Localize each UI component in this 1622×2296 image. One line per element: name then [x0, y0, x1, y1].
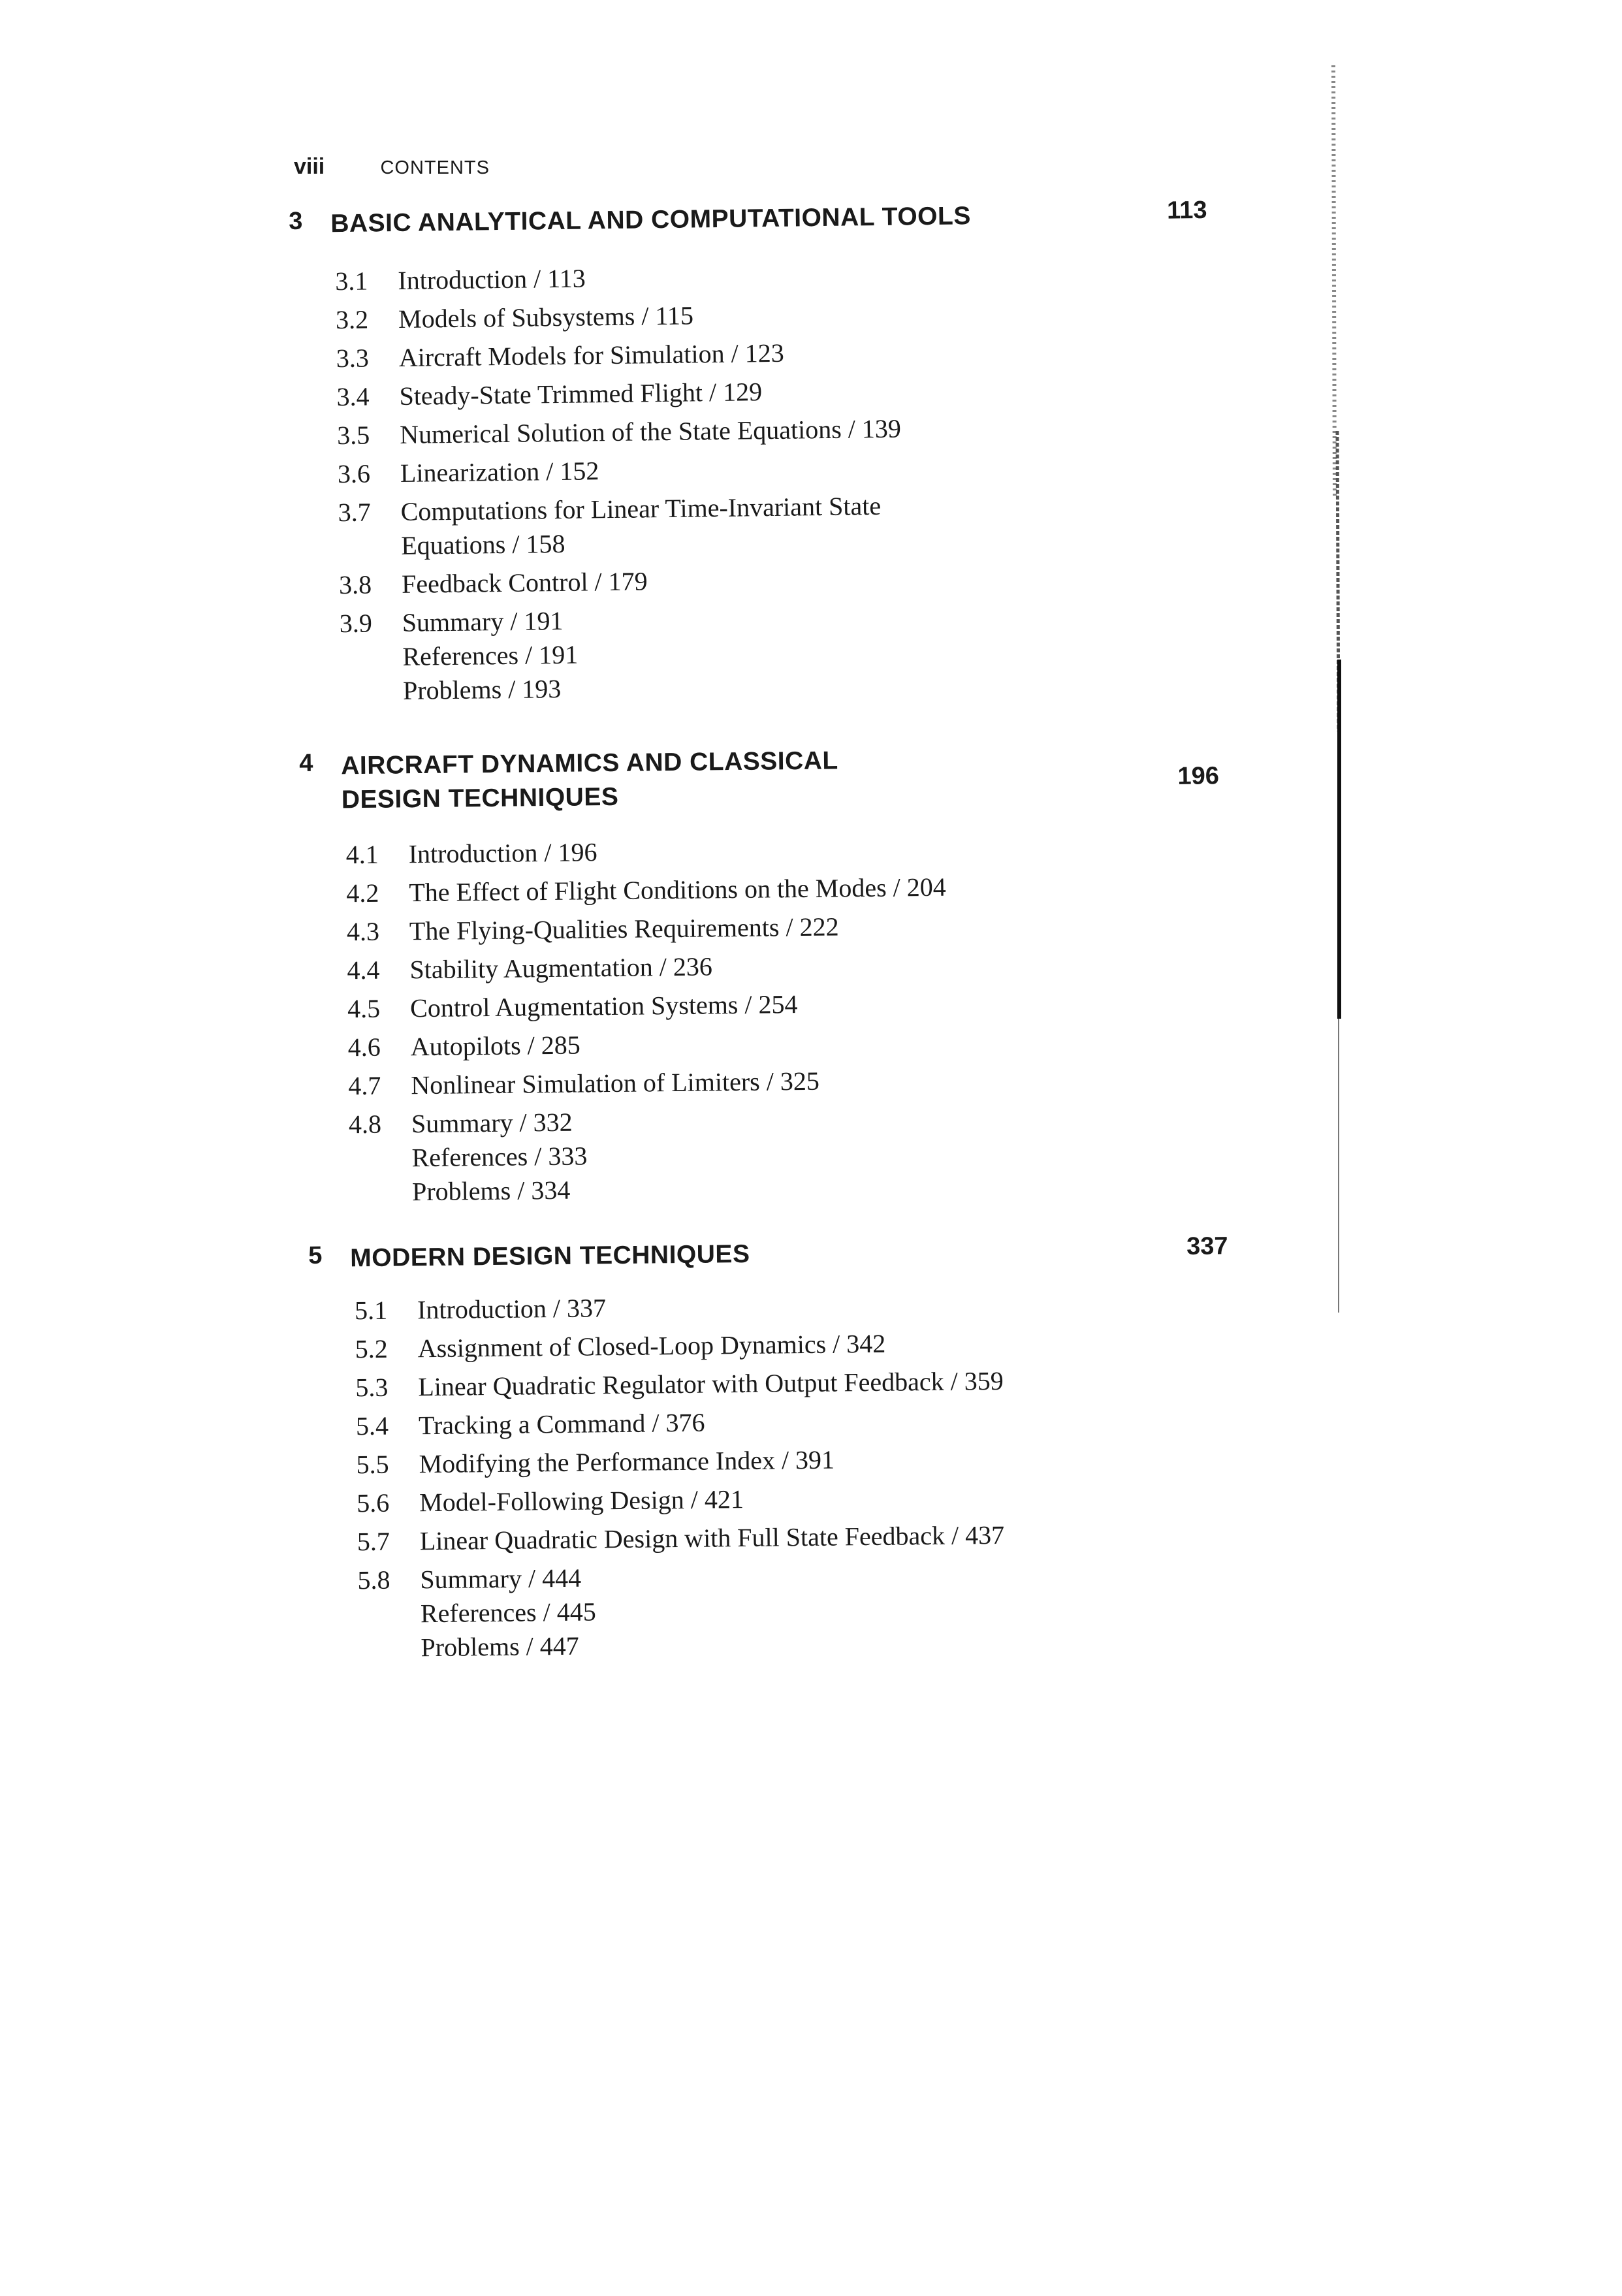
section-title: Control Augmentation Systems / 254 — [409, 989, 798, 1023]
chapter-number: 4 — [299, 749, 313, 777]
section-number: 3.8 — [338, 569, 372, 600]
references-entry: References / 191 — [402, 639, 579, 671]
chapter-number: 5 — [308, 1241, 323, 1269]
section-title: Models of Subsystems / 115 — [398, 300, 694, 334]
chapter-page: 196 — [1177, 762, 1220, 790]
section-number: 3.2 — [335, 304, 369, 335]
toc-entry — [357, 1480, 1005, 1520]
toc-entry — [347, 948, 947, 988]
references-entry: References / 445 — [420, 1597, 596, 1629]
section-number: 4.6 — [347, 1032, 381, 1062]
chapter-3 — [289, 196, 1268, 705]
section-title: Linear Quadratic Design with Full State Feedback / 437 — [419, 1520, 1005, 1556]
chapter-page: 113 — [1166, 196, 1207, 225]
section-title: Stability Augmentation / 236 — [409, 951, 713, 985]
section-title: The Flying-Qualities Requirements / 222 — [409, 912, 839, 946]
chapter-title: AIRCRAFT DYNAMICS AND CLASSICAL DESIGN TECHNIQUES — [341, 746, 838, 814]
chapter-heading — [299, 739, 1279, 814]
toc-entry — [356, 1441, 1004, 1482]
section-number: 4.7 — [348, 1070, 381, 1101]
section-title: Numerical Solution of the State Equations / 139 — [399, 413, 902, 449]
section-title: Model-Following Design / 421 — [419, 1484, 744, 1518]
section-number: 4.1 — [345, 839, 379, 870]
problems-entry: Problems / 334 — [411, 1175, 571, 1207]
section-number: 5.2 — [355, 1333, 388, 1364]
toc-entry — [339, 562, 903, 603]
section-number: 4.5 — [347, 993, 381, 1024]
chapter-4 — [299, 739, 1279, 1207]
section-title: Nonlinear Simulation of Limiters / 325 — [411, 1066, 820, 1100]
section-title: Summary / 444 — [420, 1563, 582, 1595]
chapter-page: 337 — [1186, 1232, 1228, 1260]
section-number: 4.4 — [347, 955, 380, 985]
section-title: Computations for Linear Time-Invariant State Equations / 158 — [400, 490, 882, 560]
section-title: Feedback Control / 179 — [401, 566, 648, 599]
section-number: 3.5 — [336, 420, 370, 451]
chapter-5 — [308, 1232, 1288, 1663]
toc-entry — [346, 870, 946, 911]
chapter-heading — [308, 1232, 1288, 1275]
toc-entry — [337, 412, 901, 453]
section-number: 5.5 — [356, 1449, 389, 1480]
problems-entry: Problems / 193 — [402, 673, 562, 705]
section-number: 3.3 — [336, 343, 370, 374]
section-list — [335, 258, 904, 709]
toc-entry — [349, 1102, 949, 1142]
section-title: Introduction / 337 — [417, 1293, 607, 1325]
toc-entry — [345, 832, 946, 872]
section-title: Assignment of Closed-Loop Dynamics / 342 — [417, 1328, 886, 1363]
section-number: 3.9 — [339, 608, 373, 639]
toc-entry — [355, 1287, 1003, 1328]
toc-entry — [336, 374, 900, 415]
section-number: 4.8 — [348, 1109, 382, 1140]
toc-entry — [348, 1063, 948, 1104]
section-number: 5.8 — [357, 1565, 390, 1595]
toc-entry — [347, 909, 947, 949]
page-folio: viii — [294, 154, 325, 179]
running-head-label: CONTENTS — [380, 157, 490, 178]
chapter-heading — [289, 196, 1268, 240]
chapter-title: MODERN DESIGN TECHNIQUES — [350, 1239, 750, 1273]
toc-entry — [335, 258, 899, 299]
section-list — [355, 1287, 1006, 1665]
section-title: Summary / 332 — [411, 1107, 573, 1139]
toc-entry — [355, 1364, 1004, 1405]
section-list — [345, 832, 949, 1210]
section-title: Modifying the Performance Index / 391 — [419, 1444, 835, 1479]
section-number: 3.4 — [336, 381, 370, 412]
section-number: 5.4 — [355, 1411, 389, 1441]
section-number: 5.3 — [355, 1372, 389, 1403]
section-title: Linearization / 152 — [400, 456, 599, 488]
toc-entry — [336, 335, 900, 376]
section-number: 3.1 — [335, 266, 368, 296]
section-title: Tracking a Command / 376 — [418, 1407, 705, 1441]
section-number: 5.7 — [357, 1526, 390, 1557]
chapter-title: BASIC ANALYTICAL AND COMPUTATIONAL TOOLS — [330, 202, 972, 238]
section-number: 4.2 — [346, 878, 379, 908]
scan-shadow-edge — [1326, 39, 1352, 1313]
section-number: 3.6 — [337, 458, 371, 489]
section-number: 3.7 — [338, 497, 371, 528]
section-title: The Effect of Flight Conditions on the Modes / 204 — [409, 872, 947, 908]
section-title: Aircraft Models for Simulation / 123 — [398, 338, 784, 372]
chapter-number: 3 — [289, 207, 303, 235]
toc-entry — [336, 296, 900, 338]
section-title: Summary / 191 — [402, 605, 564, 637]
section-number: 5.6 — [356, 1488, 390, 1518]
section-number: 5.1 — [354, 1295, 388, 1326]
toc-entry — [347, 986, 947, 1027]
problems-entry: Problems / 447 — [421, 1631, 579, 1663]
section-title: Introduction / 196 — [408, 837, 597, 869]
running-head — [294, 154, 490, 180]
section-title: Linear Quadratic Regulator with Output Feedback / 359 — [418, 1365, 1004, 1402]
toc-entry — [355, 1326, 1003, 1366]
toc-entry — [338, 451, 902, 492]
section-title: Autopilots / 285 — [410, 1030, 581, 1062]
section-title: Steady-State Trimmed Flight / 129 — [399, 377, 763, 411]
references-entry: References / 333 — [411, 1141, 588, 1173]
section-title: Introduction / 113 — [398, 263, 586, 295]
toc-entry — [357, 1518, 1006, 1559]
toc-entry — [338, 489, 902, 564]
toc-entry — [348, 1025, 948, 1065]
toc-entry — [356, 1403, 1004, 1443]
section-number: 4.3 — [346, 916, 380, 947]
